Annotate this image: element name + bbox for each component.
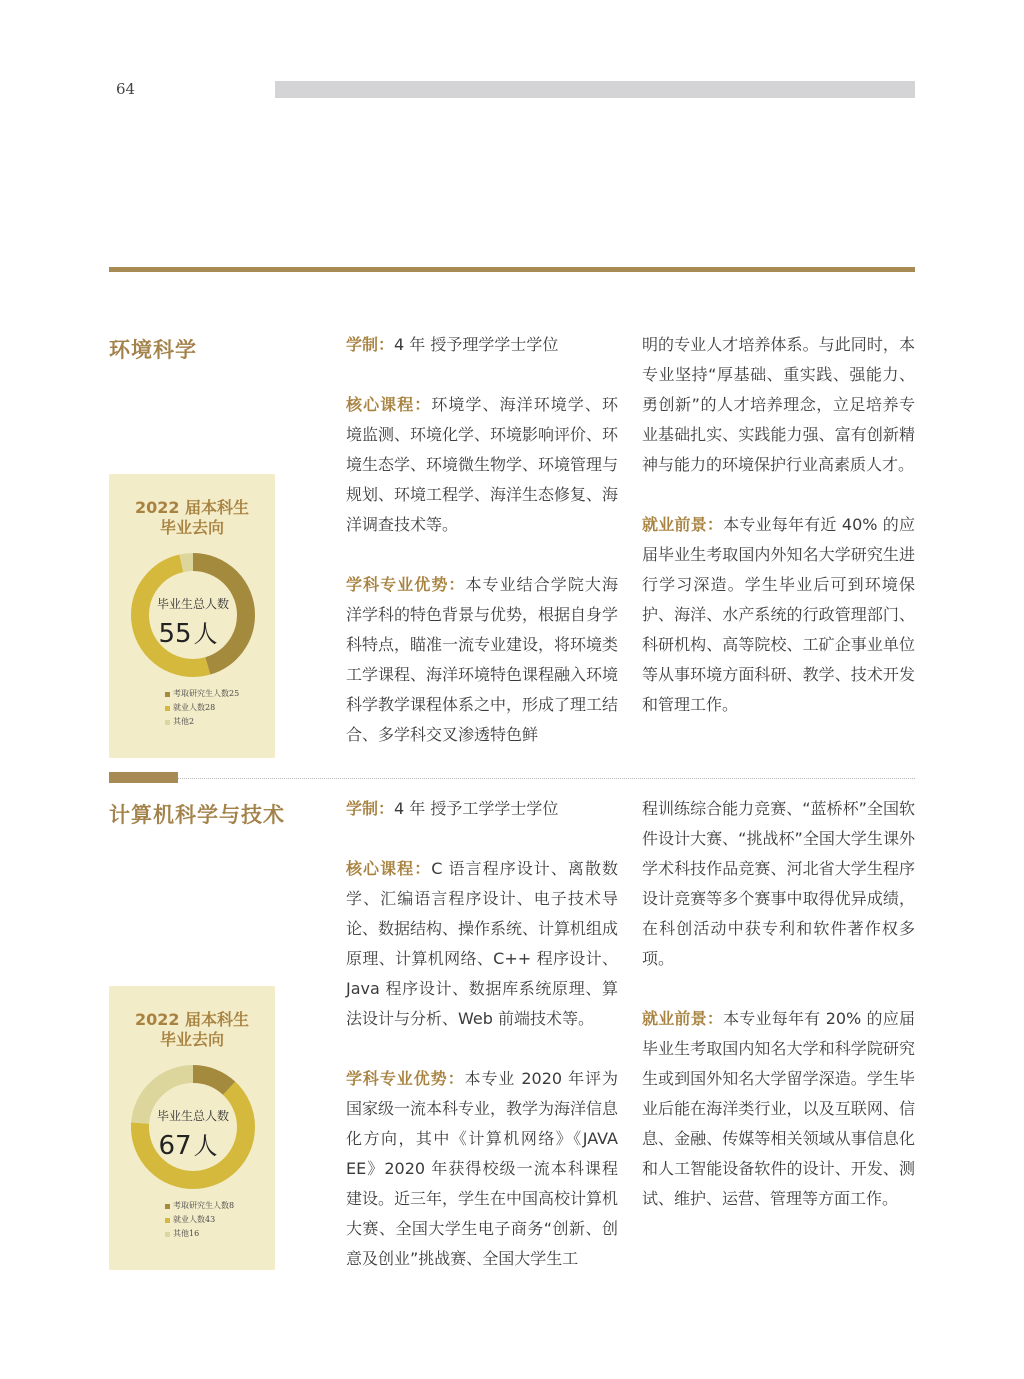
page-number: 64 — [116, 80, 136, 98]
graduation-card — [109, 474, 275, 758]
legend — [165, 687, 239, 729]
paragraph-continued: 程训练综合能力竞赛、“蓝桥杯”全国软件设计大赛、“挑战杯”全国大学生课外学术科技作品竞赛、河北省大学生程序设计竞赛等多个赛事中取得优异成绩，在科创活动中获专利和软件著作权多项。 — [642, 799, 915, 968]
column-right — [642, 794, 915, 1214]
paragraph-duration: 学制：4 年 授予工学学士学位 — [346, 799, 559, 818]
section-divider-tab — [109, 772, 178, 783]
card-title: 2022 届本科生 毕业去向 — [134, 1010, 250, 1049]
legend — [165, 1199, 234, 1241]
center-label: 毕业生总人数 — [156, 1109, 230, 1123]
column-left — [346, 330, 618, 750]
paragraph-advantages: 学科专业优势：本专业结合学院大海洋学科的特色背景与优势，根据自身学科特点，瞄准一流专业建设，将环境类工学课程、海洋环境特色课程融入环境科学教学课程体系之中，形成了理工结合、多学科交叉渗透特色鲜 — [346, 575, 619, 744]
paragraph-career: 就业前景：本专业每年有近 40% 的应届毕业生考取国内外知名大学研究生进行学习深造。学生毕业后可到环境保护、海洋、水产系统的行政管理部门、科研机构、高等院校、工矿企事业单位等从事环境方面科研、教学、技术开发和管理工作。 — [642, 515, 915, 714]
total-count: 55人 — [158, 619, 218, 649]
center-label: 毕业生总人数 — [156, 597, 230, 611]
paragraph-core-courses: 核心课程：环境学、海洋环境学、环境监测、环境化学、环境影响评价、环境生态学、环境微生物学、环境管理与规划、环境工程学、海洋生态修复、海洋调查技术等。 — [346, 395, 619, 534]
paragraph-continued: 明的专业人才培养体系。与此同时，本专业坚持“厚基础、重实践、强能力、勇创新”的人才培养理念，立足培养专业基础扎实、实践能力强、富有创新精神与能力的环境保护行业高素质人才。 — [642, 335, 915, 474]
legend-item-kaoyan: 考取研究生人数25 — [165, 687, 239, 701]
header-bar — [275, 81, 915, 98]
legend-item-jiuye: 就业人数43 — [165, 1213, 234, 1227]
section-title: 环境科学 — [109, 338, 197, 362]
legend-item-kaoyan: 考取研究生人数8 — [165, 1199, 234, 1213]
section-title: 计算机科学与技术 — [109, 803, 285, 827]
column-right — [642, 330, 915, 720]
graduation-card — [109, 986, 275, 1270]
legend-item-jiuye: 就业人数28 — [165, 701, 239, 715]
header-rule — [109, 267, 915, 272]
paragraph-duration: 学制：4 年 授予理学学士学位 — [346, 335, 559, 354]
donut-chart — [128, 1062, 258, 1192]
section-divider — [178, 778, 915, 779]
card-title: 2022 届本科生 毕业去向 — [134, 498, 250, 537]
paragraph-advantages: 学科专业优势：本专业 2020 年评为国家级一流本科专业，教学为海洋信息化方向，其中《计算机网络》《JAVA EE》2020 年获得校级一流本科课程建设。近三年，学生在中国高校计算机大赛、全国大学生电子商务“创新、创意及创业”挑战赛、全国大学生工 — [346, 1069, 619, 1268]
paragraph-core-courses: 核心课程：C 语言程序设计、离散数学、汇编语言程序设计、电子技术导论、数据结构、操作系统、计算机组成原理、计算机网络、C++ 程序设计、Java 程序设计、数据库系统原理、算法设计与分析、Web 前端技术等。 — [346, 859, 619, 1028]
donut-chart — [128, 550, 258, 680]
column-left — [346, 794, 618, 1274]
legend-item-other: 其他2 — [165, 715, 239, 729]
paragraph-career: 就业前景：本专业每年有 20% 的应届毕业生考取国内知名大学和科学院研究生或到国外知名大学留学深造。学生毕业后能在海洋类行业，以及互联网、信息、金融、传媒等相关领域从事信息化和人工智能设备软件的设计、开发、测试、维护、运营、管理等方面工作。 — [642, 1009, 915, 1208]
total-count: 67人 — [158, 1131, 218, 1161]
legend-item-other: 其他16 — [165, 1227, 234, 1241]
